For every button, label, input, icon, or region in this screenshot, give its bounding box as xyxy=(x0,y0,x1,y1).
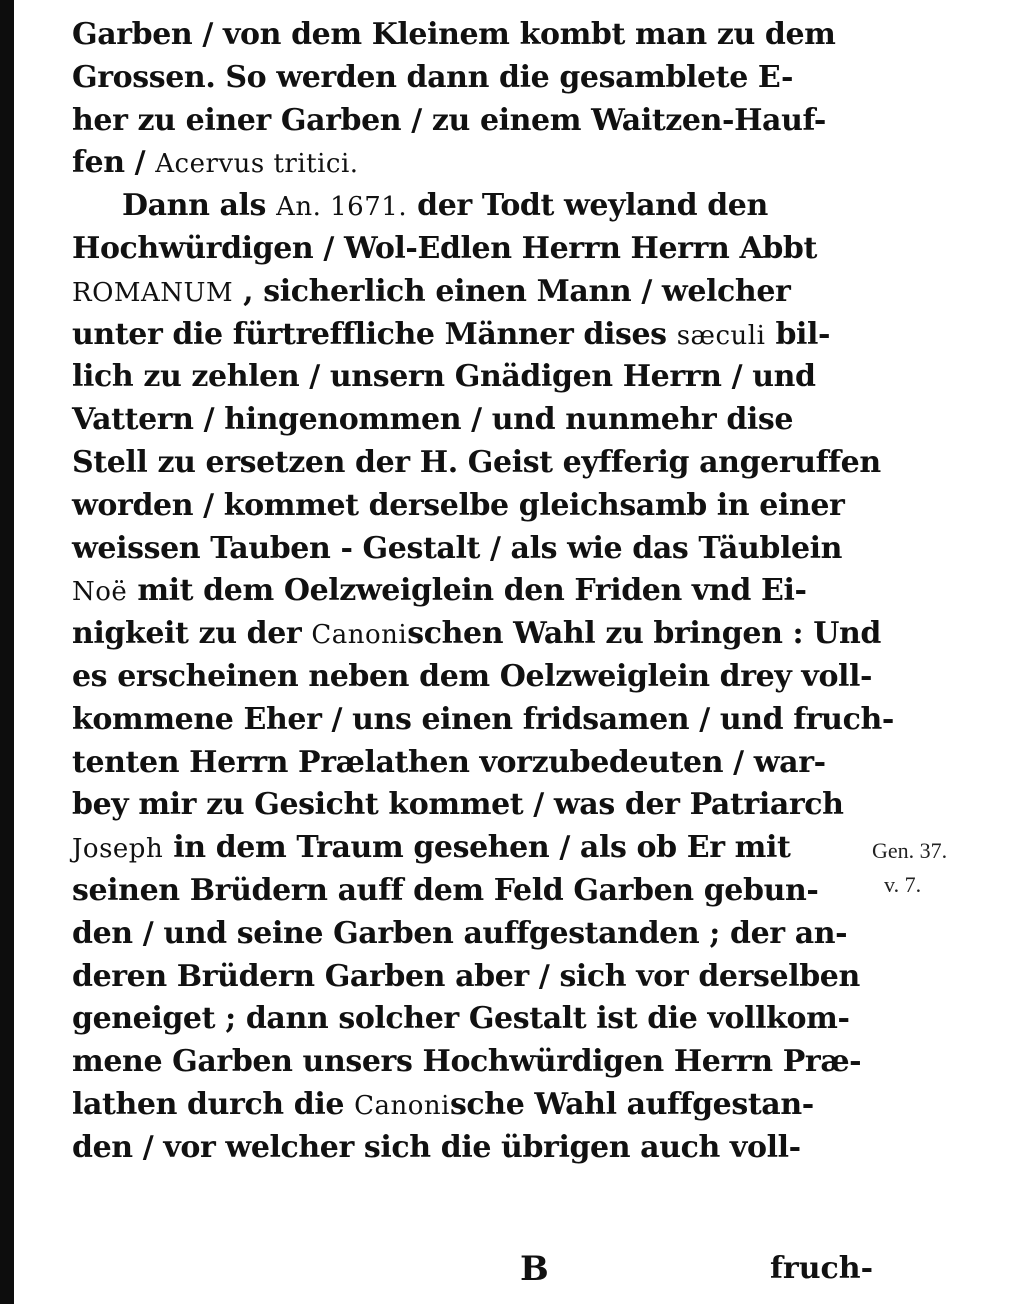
text-segment: bil- xyxy=(765,316,831,352)
text-line xyxy=(72,1041,872,1084)
latin-text-segment: ROMANUM xyxy=(72,277,234,308)
text-segment: unter die fürtreffliche Männer dises xyxy=(72,316,677,352)
text-line xyxy=(72,699,894,742)
text-segment: nigkeit zu der xyxy=(72,616,312,652)
text-line xyxy=(72,613,881,656)
text-line xyxy=(72,1127,872,1170)
text-segment: mene Garben unsers Hochwürdigen Herrn Præ- xyxy=(72,1044,862,1080)
text-segment: , sicherlich einen Mann / welcher xyxy=(233,273,791,309)
text-line xyxy=(72,185,872,228)
text-line xyxy=(72,998,872,1041)
catchword: fruch- xyxy=(770,1251,874,1286)
latin-text-segment: sæculi xyxy=(676,320,766,351)
text-segment: kommene Eher / uns einen fridsamen / und fruch- xyxy=(72,701,894,737)
text-segment: Dann als xyxy=(122,188,277,224)
scan-border xyxy=(0,0,14,1304)
text-segment: mit dem Oelzweiglein den Friden vnd Ei- xyxy=(127,573,807,609)
text-line xyxy=(72,913,872,956)
text-segment: weissen Tauben - Gestalt / als wie das Täublein xyxy=(72,530,843,566)
text-line xyxy=(72,827,872,870)
latin-text-segment: Acervus tritici. xyxy=(155,149,359,180)
latin-text-segment: An. 1671. xyxy=(276,192,408,223)
text-line xyxy=(72,570,872,613)
text-segment: seinen Brüdern auff dem Feld Garben gebun- xyxy=(72,872,819,908)
text-segment: Vattern / hingenommen / und nunmehr dise xyxy=(72,402,794,438)
text-line xyxy=(72,656,872,699)
text-segment: Garben / von dem Kleinem kombt man zu dem xyxy=(72,17,836,52)
text-segment: Hochwürdigen / Wol-Edlen Herrn Herrn Abbt xyxy=(72,230,817,266)
text-segment: schen Wahl zu bringen : Und xyxy=(407,616,881,652)
text-segment: es erscheinen neben dem Oelzweiglein drey voll- xyxy=(72,658,873,694)
text-line xyxy=(72,314,872,357)
text-line xyxy=(72,870,872,913)
text-segment: geneiget ; dann solcher Gestalt ist die vollkom- xyxy=(72,1001,850,1037)
text-segment: der Todt weyland den xyxy=(407,188,768,224)
text-line xyxy=(72,271,872,314)
text-line xyxy=(72,956,872,999)
text-line xyxy=(72,142,872,185)
text-segment: bey mir zu Gesicht kommet / was der Patriarch xyxy=(72,787,844,823)
text-line xyxy=(72,228,872,271)
text-line xyxy=(72,528,872,571)
text-segment: fen / xyxy=(72,145,156,181)
text-segment: sche Wahl auffgestan- xyxy=(449,1086,814,1122)
text-segment: deren Brüdern Garben aber / sich vor derselben xyxy=(72,958,860,994)
text-segment: worden / kommet derselbe gleichsamb in einer xyxy=(72,487,845,523)
body-text xyxy=(72,14,894,1170)
text-line xyxy=(72,742,872,785)
text-segment: in dem Traum gesehen / als ob Er mit xyxy=(163,830,791,866)
text-line xyxy=(72,100,872,143)
latin-text-segment: Canoni xyxy=(354,1090,450,1121)
text-line xyxy=(72,399,872,442)
text-line xyxy=(72,784,872,827)
text-line xyxy=(72,485,872,528)
latin-text-segment: Canoni xyxy=(311,620,408,651)
text-segment: den / und seine Garben auffgestanden ; der an- xyxy=(72,915,848,951)
signature-mark: B xyxy=(520,1249,549,1289)
text-segment: lathen durch die xyxy=(72,1086,355,1122)
text-segment: lich zu zehlen / unsern Gnädigen Herrn / und xyxy=(72,359,816,395)
margin-note-reference: Gen. 37. xyxy=(872,838,948,863)
text-segment: den / vor welcher sich die übrigen auch voll- xyxy=(72,1129,801,1165)
margin-note-verse: v. 7. xyxy=(884,872,922,897)
text-line xyxy=(72,442,881,485)
text-segment: tenten Herrn Prælathen vorzubedeuten / war- xyxy=(72,744,826,780)
latin-text-segment: Noë xyxy=(72,577,128,608)
text-segment: Stell zu ersetzen der H. Geist eyfferig angeruffen xyxy=(72,444,881,480)
text-segment: Grossen. So werden dann die gesamblete E- xyxy=(72,59,794,95)
text-line xyxy=(72,1084,872,1127)
text-segment: her zu einer Garben / zu einem Waitzen-Hauf- xyxy=(72,102,826,138)
latin-text-segment: Joseph xyxy=(72,834,164,865)
text-line xyxy=(72,57,872,100)
text-line xyxy=(72,356,872,399)
text-line xyxy=(72,14,872,57)
